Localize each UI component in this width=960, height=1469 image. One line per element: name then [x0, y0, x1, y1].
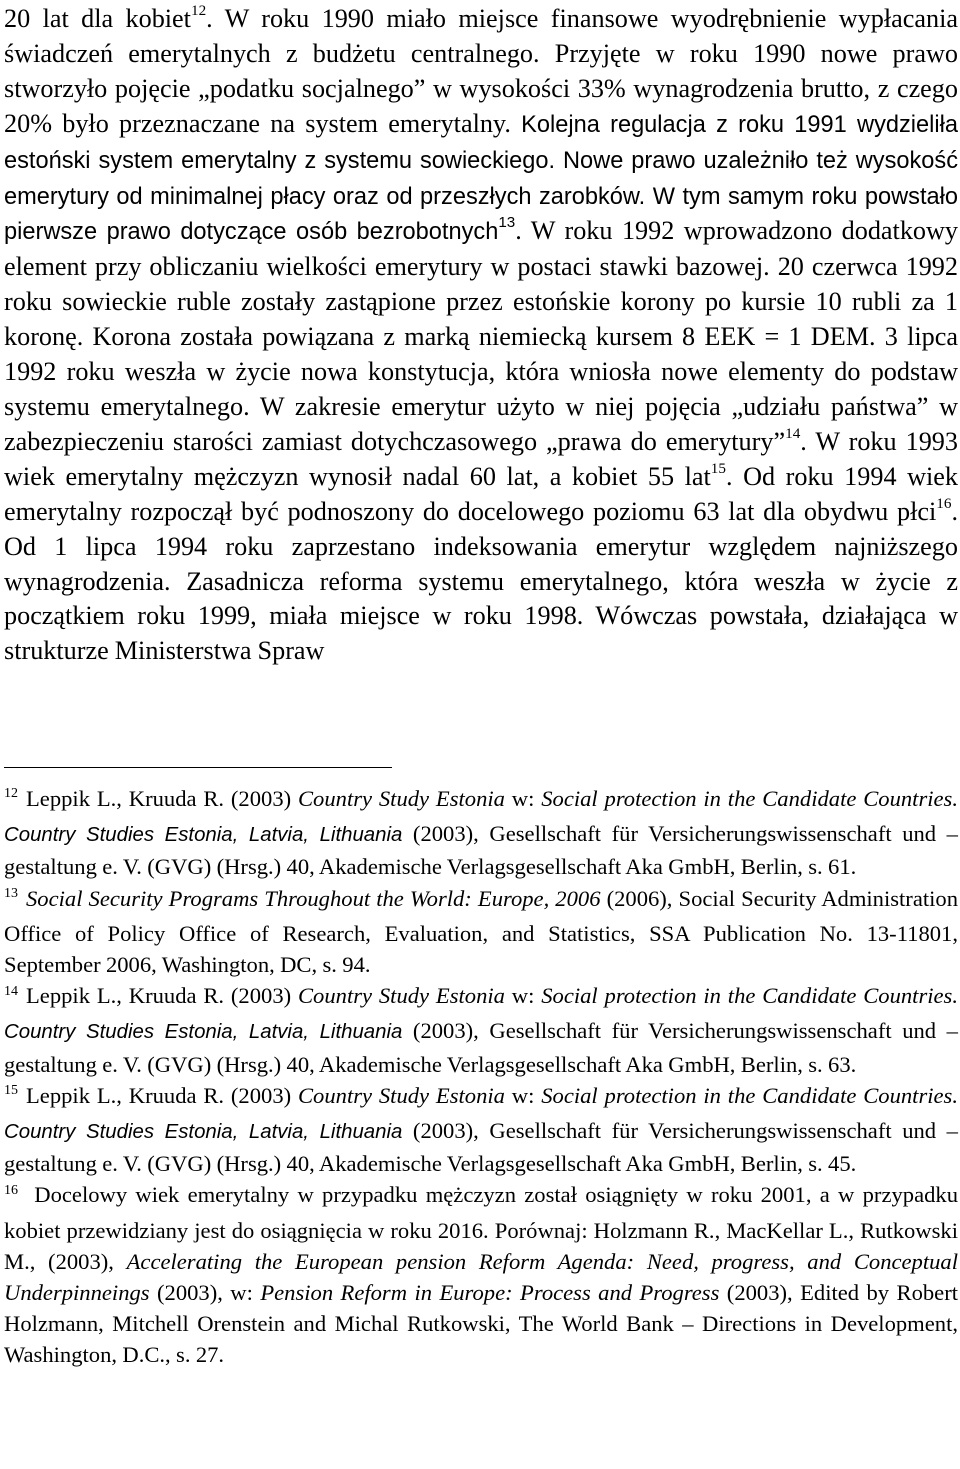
footnote-number: 13: [4, 885, 18, 901]
footnote-16: [4, 1179, 958, 1370]
footnote-title: Country Study Estonia: [297, 786, 505, 811]
footnote-text: (2003), Gesellschaft für Versicherungswissenschaft und – gestaltung e. V. (GVG) (Hrsg.) 40, Akademische Verlagsgesellschaft Aka GmbH, Berlin, s. 61.: [4, 821, 958, 880]
footnote-text: w:: [504, 1082, 542, 1108]
body-text-segment: 20 lat dla kobiet: [4, 4, 191, 33]
footnote-title: Accelerating the European pension Reform Agenda: Need, progress, and Conceptual Underpinneings: [4, 1248, 959, 1306]
footnote-number: 15: [4, 1083, 18, 1099]
footnote-text: Docelowy wiek emerytalny w przypadku mężczyzn został osiągnięty w roku 2001, a w przypadku kobiet przewidziany jest do osiągnięcia w roku 2016. Porównaj: Holzmann R., MacKellar L., Rutkowski M., (2003),: [4, 1182, 958, 1274]
footnote-title: Country Study Estonia: [297, 1082, 505, 1108]
footnote-text: (2003), Gesellschaft für Versicherungswissenschaft und – gestaltung e. V. (GVG) (Hrsg.) 40, Akademische Verlagsgesellschaft Aka GmbH, Berlin, s. 45.: [4, 1118, 958, 1177]
footnote-number: 16: [4, 1182, 18, 1198]
footnote-title-sans: Country Studies Estonia, Latvia, Lithuania: [4, 824, 403, 847]
body-text-segment-sans: Kolejna regulacja z roku 1991 wydzieliła estoński system emerytalny z systemu sowieckiego.: [4, 111, 958, 174]
footnote-ref-12[interactable]: 12: [190, 2, 207, 19]
footnote-text: (2003), Edited by Robert Holzmann, Mitchell Orenstein and Michal Rutkowski, The World Bank – Directions in Development, Washington, D.C., s. 27.: [4, 1280, 958, 1368]
footnote-title: Social protection in the Candidate Countries.: [541, 1082, 958, 1108]
footnote-12: [4, 783, 958, 883]
footnote-title: Country Study Estonia: [297, 983, 505, 1009]
footnote-ref-13[interactable]: 13: [498, 214, 516, 232]
footnote-title: Social Security Programs Throughout the World: Europe, 2006: [26, 885, 601, 911]
footnote-text: Leppik L., Kruuda R. (2003): [26, 983, 298, 1009]
body-text-segment: . W roku 1992 wprowadzono dodatkowy element przy obliczaniu wielkości emerytury w postaci stawki bazowej. 20 czerwca 1992 roku sowieckie ruble zostały zastąpione przez estońskie korony po kursie 10 rubli za 1 koronę. Korona została powiązana z marką niemiecką kursem 8 EEK = 1 DEM. 3 lipca 1992 roku weszła w życie nowa konstytucja, która wniosła nowe elementy do podstaw systemu emerytalnego. W zakresie emerytur użyto w niej pojęcia „udziału państwa” w zabezpieczeniu starości zamiast dotychczasowego „prawa do emerytury”: [4, 216, 959, 456]
footnote-ref-15[interactable]: 15: [710, 459, 726, 477]
body-text-segment: . Od 1 lipca 1994 roku zaprzestano indeksowania emerytur względem najniższego wynagrodzenia. Zasadnicza reforma systemu emerytalnego, która weszła w życie z początkiem roku 1999, miała miejsce w roku 1998. Wówczas powstała, działająca w strukturze Ministerstwa Spraw: [4, 496, 958, 666]
footnotes: [4, 783, 958, 1371]
body-text-segment: . W roku 1990 miało miejsce finansowe wyodrębnienie wypłacania świadczeń emerytalnych z budżetu centralnego. Przyjęte w roku 1990 nowe prawo stworzyło pojęcie „podatku socjalnego” w wysokości 33% wynagrodzenia brutto, z czego 20% było przeznaczane na system emerytalny.: [4, 4, 959, 138]
footnote-13: [4, 883, 958, 981]
body-text-segment: . Od roku 1994 wiek emerytalny rozpoczął być podnoszony do docelowego poziomu 63 lat dla obydwu płci: [4, 461, 958, 526]
footnote-title-sans: Country Studies Estonia, Latvia, Lithuania: [4, 1021, 403, 1044]
footnote-title: Social protection in the Candidate Countries.: [541, 983, 958, 1009]
footnote-ref-16[interactable]: 16: [936, 494, 952, 512]
footnote-15: [4, 1080, 958, 1180]
footnote-number: 12: [4, 786, 18, 802]
body-paragraph: [4, 0, 958, 669]
footnote-title: Social protection in the Candidate Countries.: [541, 786, 958, 811]
footnote-number: 14: [4, 983, 18, 999]
footnote-text: Leppik L., Kruuda R. (2003): [26, 786, 298, 811]
footnote-text: w:: [504, 983, 542, 1009]
footnote-ref-14[interactable]: 14: [785, 424, 801, 442]
footnote-text: (2003), w:: [149, 1280, 261, 1306]
footnote-text: Leppik L., Kruuda R. (2003): [26, 1082, 298, 1108]
footnote-title-sans: Country Studies Estonia, Latvia, Lithuania: [4, 1121, 403, 1144]
footnote-text: w:: [504, 786, 542, 811]
footnote-text: (2006), Social Security Administration Office of Policy Office of Research, Evaluation, and Statistics, SSA Publication No. 13-11801, September 2006, Washington, DC, s. 94.: [4, 885, 959, 978]
footnote-14: [4, 980, 958, 1080]
body-text-segment: . W roku 1993 wiek emerytalny mężczyzn wynosił nadal 60 lat, a kobiet 55 lat: [4, 426, 958, 491]
body-text-segment-sans: Nowe prawo uzależniło też wysokość emerytury od minimalnej płacy oraz od przeszłych zarobków. W tym samym roku powstało pierwsze prawo dotyczące osób bezrobotnych: [4, 147, 958, 246]
footnote-separator: [4, 767, 392, 768]
footnote-text: (2003), Gesellschaft für Versicherungswissenschaft und – gestaltung e. V. (GVG) (Hrsg.) 40, Akademische Verlagsgesellschaft Aka GmbH, Berlin, s. 63.: [4, 1018, 958, 1077]
footnote-title: Pension Reform in Europe: Process and Progress: [260, 1280, 720, 1306]
